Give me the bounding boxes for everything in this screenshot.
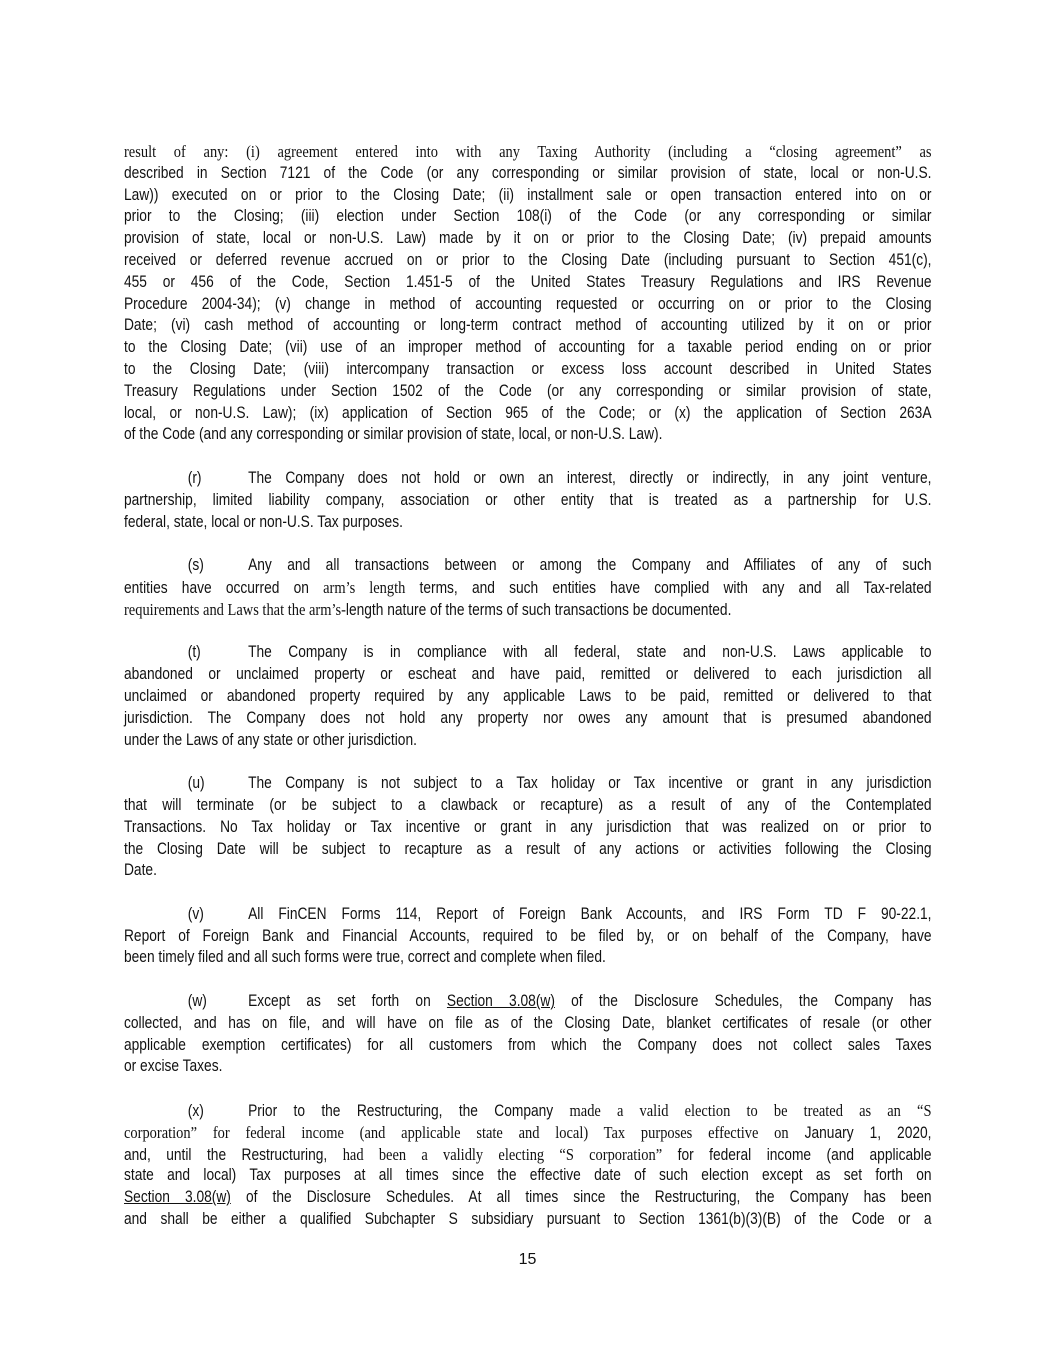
line-text: Transactions. No Tax holiday or Tax incentive or grant in any jurisdiction that was realized on or prior to	[124, 817, 932, 836]
line-text: under the Laws of any state or other jurisdiction.	[124, 730, 417, 749]
paragraph-label: (x)	[187, 1102, 204, 1121]
paragraph-label: (w)	[187, 992, 207, 1011]
paragraph-label: (s)	[187, 556, 204, 575]
line-text-segment: Prior to the Restructuring, the Company	[248, 1102, 570, 1121]
line-text-segment: length nature of the terms of such transactions be documented.	[345, 600, 732, 619]
text-line	[124, 860, 932, 882]
line-text-segment: result of any: (i) agreement entered into with any Taxing Authority (including a “closing agreement” as	[124, 142, 932, 161]
page-number: 15	[518, 1251, 537, 1268]
text-line	[124, 315, 932, 337]
text-line	[124, 1056, 932, 1078]
line-text-segment: made a valid election to be treated as an “S	[569, 1101, 932, 1121]
line-text: to the Closing Date; (vii) use of an improper method of accounting for a taxable period ending on or prior	[124, 338, 932, 357]
line-text: that will terminate (or be subject to a clawback or recapture) as a result of any of the Contemplated	[124, 795, 932, 814]
text-line	[124, 163, 932, 185]
line-text: been timely filed and all such forms were true, correct and complete when filed.	[124, 948, 606, 967]
text-line	[124, 403, 932, 425]
text-line	[124, 904, 932, 926]
line-text: state and local) Tax purposes at all times since the effective date of such election except as set forth on	[124, 1166, 932, 1185]
line-text: collected, and has on file, and will have on file as of the Closing Date, blanket certificates of resale (or other	[124, 1013, 932, 1032]
text-line	[124, 708, 932, 730]
text-line	[124, 272, 932, 294]
line-text-segment: terms, and such entities have complied with any and all Tax-related	[405, 578, 932, 597]
text-line	[124, 1122, 932, 1144]
line-text-segment: January 1, 2020,	[788, 1123, 932, 1142]
text-line	[124, 1100, 932, 1122]
line-text: local, or non-U.S. Law); (ix) application of Section 965 of the Code; or (x) the application of Section 263A	[124, 403, 932, 422]
text-line	[124, 839, 932, 861]
line-text: The Company is in compliance with all federal, state and non-U.S. Laws applicable to	[248, 643, 932, 662]
line-text-segment: of the Disclosure Schedules, the Company has	[554, 992, 932, 1011]
text-line	[124, 337, 932, 359]
line-text: Report of Foreign Bank and Financial Accounts, required to be filed by, or on behalf of the Company, have	[124, 926, 932, 945]
text-line	[124, 512, 932, 534]
text-line	[124, 381, 932, 403]
text-line	[124, 185, 932, 207]
document-body	[124, 141, 932, 1253]
section-reference-link[interactable]: Section 3.08(w)	[124, 1188, 231, 1207]
text-line	[124, 664, 932, 686]
text-line	[124, 250, 932, 272]
line-text: 455 or 456 of the Code, Section 1.451-5 of the United States Treasury Regulations and IRS Revenue	[124, 272, 932, 291]
paragraph-s	[124, 555, 932, 620]
text-line	[124, 294, 932, 316]
paragraph-label: (v)	[187, 904, 204, 923]
text-line	[124, 490, 932, 512]
text-line	[124, 926, 932, 948]
line-text: Any and all transactions between or among the Company and Affiliates of any of such	[248, 556, 932, 575]
text-line	[124, 359, 932, 381]
line-text: jurisdiction. The Company does not hold any property nor owes any amount that is presumed abandoned	[124, 708, 932, 727]
paragraph-continued	[124, 141, 932, 446]
line-text: prior to the Closing; (iii) election under Section 108(i) of the Code (or any corresponding or similar	[124, 207, 932, 226]
paragraph-label: (r)	[187, 468, 202, 487]
text-line	[124, 424, 932, 446]
line-text: All FinCEN Forms 114, Report of Foreign Bank Accounts, and IRS Form TD F 90-22.1,	[248, 904, 932, 923]
paragraph-x	[124, 1100, 932, 1231]
line-text: and shall be either a qualified Subchapter S subsidiary pursuant to Section 1361(b)(3)(B) of the Code or a	[124, 1210, 932, 1229]
text-line	[124, 773, 932, 795]
line-text: provision of state, local or non-U.S. Law) made by it on or prior to the Closing Date; (iv) prepaid amounts	[124, 229, 932, 248]
line-text: described in Section 7121 of the Code (or any corresponding or similar provision of state, local or non-U.S.	[124, 163, 932, 182]
text-line	[124, 730, 932, 752]
line-text: or excise Taxes.	[124, 1057, 223, 1076]
paragraph-w	[124, 991, 932, 1078]
paragraph-t	[124, 642, 932, 751]
line-text: Procedure 2004-34); (v) change in method of accounting requested or occurring on or prior to the Closing	[124, 294, 932, 313]
paragraph-u	[124, 773, 932, 882]
line-text-segment: Except as set forth on	[248, 992, 447, 1011]
line-text: Law)) executed on or prior to the Closing Date; (ii) installment sale or open transaction entered into on or	[124, 185, 932, 204]
line-text-segment: for federal income (and applicable	[662, 1145, 932, 1164]
line-text: to the Closing Date; (viii) intercompany transaction or excess loss account described in United States	[124, 359, 932, 378]
text-line	[124, 577, 932, 599]
paragraph-label: (t)	[187, 643, 201, 662]
text-line	[124, 555, 932, 577]
text-line	[124, 468, 932, 490]
paragraph-v	[124, 904, 932, 969]
text-line	[124, 947, 932, 969]
line-text: partnership, limited liability company, association or other entity that is treated as a partnership for U.S.	[124, 490, 932, 509]
text-line	[124, 1035, 932, 1057]
text-line	[124, 599, 932, 621]
text-line	[124, 1013, 932, 1035]
text-line	[124, 1144, 932, 1166]
text-line	[124, 795, 932, 817]
line-text: Treasury Regulations under Section 1502 of the Code (or any corresponding or similar provision of state,	[124, 381, 932, 400]
paragraph-r	[124, 468, 932, 533]
line-text: of the Code (and any corresponding or similar provision of state, local, or non-U.S. Law).	[124, 425, 663, 444]
text-line	[124, 228, 932, 250]
text-line	[124, 991, 932, 1013]
section-reference-link[interactable]: Section 3.08(w)	[446, 992, 555, 1011]
text-line	[124, 141, 932, 163]
line-text: The Company does not hold or own an interest, directly or indirectly, in any joint venture,	[248, 468, 932, 487]
line-text: Date; (vi) cash method of accounting or long-term contract method of accounting utilized by it on or prior	[124, 316, 932, 335]
text-line	[124, 1209, 932, 1231]
text-line	[124, 686, 932, 708]
line-text: The Company is not subject to a Tax holiday or Tax incentive or grant in any jurisdiction	[248, 774, 932, 793]
line-text-segment: arm’s length	[323, 577, 406, 597]
line-text-segment: requirements and Laws that the arm’s-	[124, 599, 346, 619]
text-line	[124, 206, 932, 228]
line-text: received or deferred revenue accrued on or prior to the Closing Date (including pursuant to Section 451(c),	[124, 250, 932, 269]
line-text: abandoned or unclaimed property or escheat and have paid, remitted or delivered to each jurisdiction all	[124, 665, 932, 684]
text-line	[124, 642, 932, 664]
paragraph-label: (u)	[187, 774, 205, 793]
line-text: the Closing Date will be subject to recapture as a result of any actions or activities following the Closing	[124, 839, 932, 858]
line-text-segment: entities have occurred on	[124, 578, 324, 597]
line-text: federal, state, local or non-U.S. Tax purposes.	[124, 512, 403, 531]
line-text-segment: had been a validly electing “S corporation”	[342, 1144, 663, 1164]
text-line	[124, 817, 932, 839]
line-text-segment: corporation” for federal income (and applicable state and local) Tax purposes effective on	[124, 1122, 789, 1142]
line-text-segment: and, until the Restructuring,	[124, 1145, 343, 1164]
text-line	[124, 1187, 932, 1209]
line-text-segment: of the Disclosure Schedules. At all times since the Restructuring, the Company has been	[230, 1188, 932, 1207]
line-text: unclaimed or abandoned property required by any applicable Laws to be paid, remitted or delivered to that	[124, 686, 932, 705]
line-text: applicable exemption certificates) for all customers from which the Company does not collect sales Taxes	[124, 1035, 932, 1054]
text-line	[124, 1165, 932, 1187]
line-text: Date.	[124, 861, 157, 880]
